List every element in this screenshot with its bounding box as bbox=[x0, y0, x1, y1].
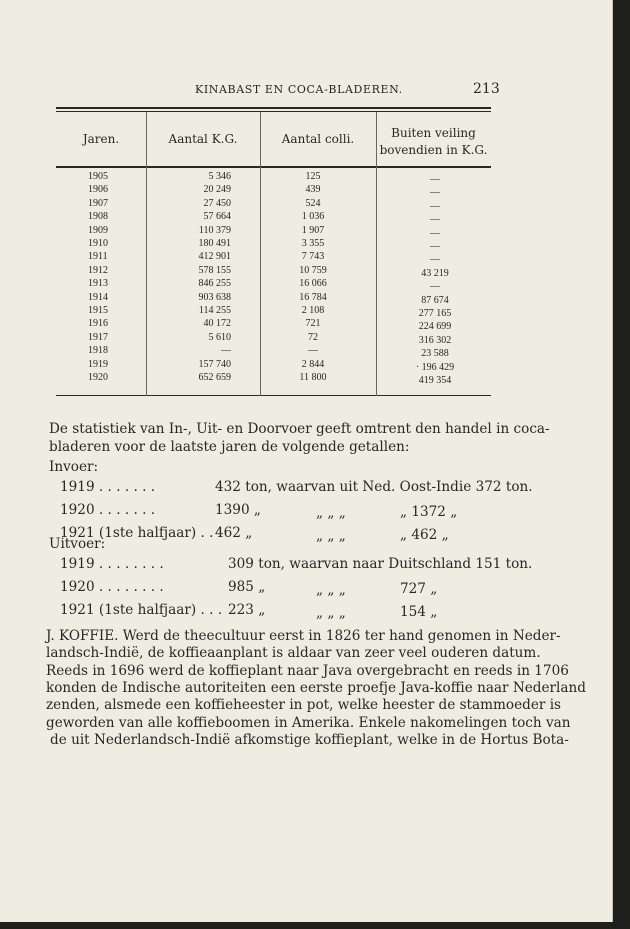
header-aantal-colli: Aantal colli. bbox=[281, 132, 355, 146]
cell-year: 1909 bbox=[88, 224, 108, 236]
cell-kg: 20 249 bbox=[203, 184, 231, 196]
cell-year: 1916 bbox=[88, 318, 108, 330]
trade-year: 1921 (1ste halfjaar) . . bbox=[60, 525, 214, 541]
running-title: KINABAST EN COCA-BLADEREN. bbox=[195, 83, 403, 96]
page-number: 213 bbox=[473, 81, 500, 97]
cell-extra: 23 588 bbox=[421, 348, 449, 360]
cell-colli: 11 800 bbox=[299, 372, 327, 383]
cell-extra: — bbox=[430, 200, 440, 212]
trade-year: 1919 . . . . . . . . bbox=[60, 556, 164, 572]
cell-year: 1906 bbox=[88, 184, 108, 196]
cell-kg: 652 659 bbox=[198, 372, 231, 383]
trade-amount: 462 „ bbox=[215, 525, 253, 541]
cell-kg: 578 155 bbox=[198, 264, 231, 276]
cell-colli: — bbox=[308, 345, 318, 357]
cell-year: 1905 bbox=[88, 171, 108, 182]
koffie-line: geworden van alle koffieboomen in Amerika. Enkele nakomelingen toch van bbox=[46, 714, 571, 731]
koffie-line: de uit Nederlandsch-Indië afkomstige koffieplant, welke in de Hortus Bota- bbox=[50, 731, 569, 748]
cell-kg: 5 610 bbox=[208, 331, 231, 343]
cell-colli: 125 bbox=[305, 171, 321, 182]
cell-extra: 43 219 bbox=[421, 267, 449, 279]
cell-colli: 524 bbox=[305, 197, 321, 209]
koffie-line: landsch-Indië, de koffieaanplant is aldaar van zeer veel ouderen datum. bbox=[46, 645, 541, 662]
cell-year: 1918 bbox=[88, 345, 108, 357]
trade-year: 1920 . . . . . . . bbox=[60, 502, 156, 518]
cell-extra: 224 699 bbox=[418, 321, 452, 333]
trade-sub: 727 „ bbox=[400, 581, 438, 597]
column-separator bbox=[146, 112, 147, 396]
intro-line-2: bladeren voor de laatste jaren de volgende getallen: bbox=[49, 439, 410, 455]
cell-year: 1914 bbox=[88, 291, 108, 303]
table-top-rule-thin bbox=[56, 111, 491, 112]
cell-colli: 10 759 bbox=[299, 264, 327, 276]
cell-kg: 40 172 bbox=[203, 318, 231, 330]
cell-kg: 5 346 bbox=[208, 171, 231, 182]
header-jaren: Jaren. bbox=[82, 132, 120, 146]
trade-ditto: „ „ „ bbox=[316, 582, 346, 598]
cell-extra: 87 674 bbox=[421, 294, 449, 306]
trade-amount: 223 „ bbox=[228, 602, 266, 618]
cell-kg: 57 664 bbox=[203, 211, 231, 223]
cell-year: 1913 bbox=[88, 278, 108, 290]
cell-extra: — bbox=[430, 254, 440, 266]
cell-colli: 1 036 bbox=[301, 211, 325, 223]
koffie-line: Reeds in 1696 werd de koffieplant naar Java overgebracht en reeds in 1706 bbox=[46, 662, 569, 679]
cell-year: 1910 bbox=[88, 238, 108, 249]
cell-colli: 7 743 bbox=[301, 251, 325, 263]
cell-extra: — bbox=[430, 227, 440, 239]
cell-extra: 419 354 bbox=[418, 375, 452, 386]
trade-year: 1919 . . . . . . . bbox=[60, 479, 156, 495]
cell-extra: — bbox=[430, 174, 440, 185]
trade-ditto: „ „ „ bbox=[316, 528, 346, 544]
cell-colli: 16 066 bbox=[299, 278, 327, 290]
cell-year: 1915 bbox=[88, 305, 108, 316]
invoer-label: Invoer: bbox=[49, 459, 99, 475]
trade-year: 1920 . . . . . . . . bbox=[60, 579, 164, 595]
cell-year: 1912 bbox=[88, 264, 108, 276]
cell-year: 1919 bbox=[88, 358, 108, 370]
koffie-line: J. KOFFIE. Werd de theecultuur eerst in 1826 ter hand genomen in Neder- bbox=[46, 628, 561, 644]
trade-sub: 154 „ bbox=[400, 604, 438, 620]
trade-amount: 1390 „ bbox=[215, 502, 261, 518]
cell-kg: 412 901 bbox=[198, 251, 231, 263]
cell-kg: 903 638 bbox=[198, 291, 231, 303]
cell-colli: 72 bbox=[308, 331, 318, 343]
table-top-rule bbox=[56, 107, 491, 109]
cell-colli: 2 108 bbox=[301, 305, 325, 316]
trade-ditto: „ „ „ bbox=[316, 505, 346, 521]
cell-year: 1920 bbox=[88, 372, 108, 383]
column-separator bbox=[260, 112, 261, 396]
koffie-line: konden de Indische autoriteiten een eerste proefje Java-koffie naar Nederland bbox=[46, 679, 586, 696]
cell-kg: — bbox=[221, 345, 231, 357]
cell-colli: 3 355 bbox=[301, 238, 325, 249]
koffie-line: zenden, alsmede een koffieheester in pot, welke heester de stammoeder is bbox=[46, 697, 562, 714]
cell-extra: — bbox=[430, 187, 440, 199]
header-buiten-veiling: Buiten veiling bovendien in K.G. bbox=[379, 126, 488, 157]
cell-year: 1907 bbox=[88, 197, 108, 209]
cell-year: 1908 bbox=[88, 211, 108, 223]
cell-colli: 16 784 bbox=[299, 291, 327, 303]
cell-kg: 846 255 bbox=[198, 278, 231, 290]
cell-extra: · 196 429 bbox=[415, 361, 455, 373]
cell-kg: 114 255 bbox=[198, 305, 231, 316]
cell-colli: 721 bbox=[305, 318, 321, 330]
cell-kg: 180 491 bbox=[198, 238, 231, 249]
trade-sub: „ 462 „ bbox=[400, 527, 449, 543]
cell-colli: 2 844 bbox=[301, 358, 325, 370]
cell-kg: 27 450 bbox=[203, 197, 231, 209]
cell-colli: 1 907 bbox=[301, 224, 325, 236]
uitvoer-label: Uitvoer: bbox=[49, 536, 106, 552]
intro-line-1: De statistiek van In-, Uit- en Doorvoer geeft omtrent den handel in coca- bbox=[49, 421, 550, 437]
trade-amount: 309 ton, waarvan naar Duitschland 151 ton. bbox=[228, 556, 533, 572]
cell-year: 1911 bbox=[88, 251, 108, 263]
table-bottom-rule bbox=[56, 395, 491, 396]
cell-kg: 157 740 bbox=[198, 358, 231, 370]
cell-extra: 316 302 bbox=[418, 334, 452, 346]
trade-sub: „ 1372 „ bbox=[400, 504, 458, 520]
cell-extra: — bbox=[430, 214, 440, 226]
cell-extra: — bbox=[430, 241, 440, 252]
cell-extra: 277 165 bbox=[418, 308, 452, 319]
cell-kg: 110 379 bbox=[198, 224, 231, 236]
trade-amount: 985 „ bbox=[228, 579, 266, 595]
cell-colli: 439 bbox=[305, 184, 321, 196]
cell-extra: — bbox=[430, 281, 440, 293]
cell-year: 1917 bbox=[88, 331, 108, 343]
trade-ditto: „ „ „ bbox=[316, 605, 346, 621]
trade-year: 1921 (1ste halfjaar) . . . bbox=[60, 602, 223, 618]
trade-amount: 432 ton, waarvan uit Ned. Oost-Indie 372 ton. bbox=[215, 479, 533, 495]
header-aantal-kg: Aantal K.G. bbox=[168, 132, 238, 146]
table-header-rule bbox=[56, 166, 491, 168]
